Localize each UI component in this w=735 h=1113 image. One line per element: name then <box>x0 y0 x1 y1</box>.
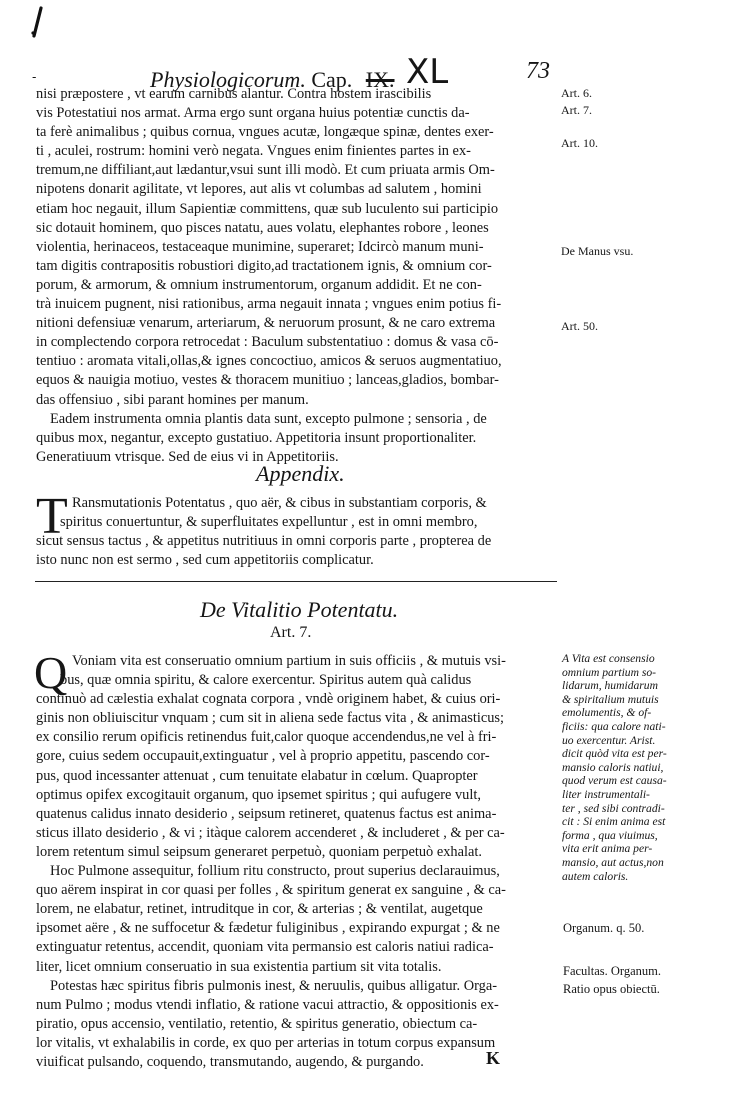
vitalitio-drop-cap: Q <box>34 647 68 698</box>
gloss-line: mansio caloris natiui, <box>562 760 664 774</box>
appendix-drop-cap: T <box>36 488 68 545</box>
gloss-line: dicit quòd vita est per- <box>562 747 667 761</box>
text-line: Voniam vita est conseruatio omnium partium in suis officiis , & mutuis vsi- <box>72 653 506 669</box>
text-line: ta ferè animalibus ; quibus cornua, vngues acutæ, longæque spinæ, dentes exer- <box>36 124 494 141</box>
text-line: ginis non obliuiscitur vnquam ; cum sit in aliena sede factus vita , & animasticus; <box>36 710 505 727</box>
text-line: num Pulmo ; modus vtendi inflatio, & ratione vacui attractio, & oppositionis ex- <box>36 996 499 1013</box>
text-line: lor vitalis, vt exhalabilis in corde, ex quo per arterias in totum corpus expansum <box>36 1034 496 1051</box>
side-gloss <box>562 652 732 883</box>
running-title: Physiologicorum. <box>150 67 306 92</box>
vitalitio-text <box>34 647 556 1072</box>
text-line: das offensiuo , sibi parant homines per manum. <box>36 391 309 408</box>
text-line: viuificat pulsando, coquendo, transmutando, augendo, & purgando. <box>36 1053 424 1070</box>
text-line: Ransmutationis Potentatus , quo aër, & cibus in substantiam corporis, & <box>72 495 487 511</box>
ink-mark-icon <box>30 6 44 38</box>
text-line: vis Potestatiui nos armat. Arma ergo sunt organa huius potentiæ cunctis da- <box>36 105 470 122</box>
vitalitio-heading: De Vitalitio Potentatu. <box>200 597 399 622</box>
signature-mark: K <box>486 1048 501 1068</box>
header-dash: - <box>32 70 37 85</box>
text-line: Generatiuum vtrisque. Sed de eius vi in Appetitoriis. <box>36 448 339 465</box>
text-line: porum, & armorum, & omnium instrumentorum, organum addidit. Et ne con- <box>36 276 482 293</box>
page-number: 73 <box>526 58 550 84</box>
text-line: ex consilio rerum opificis retinendus fuit,calor quoque accendendus,ne vel à fri- <box>36 729 497 746</box>
handwritten-chapter-number: XL <box>406 52 449 92</box>
organum-reference: Organum. q. 50. <box>563 921 645 935</box>
section-rule <box>35 581 557 582</box>
margin-note: De Manus vsu. <box>561 244 634 258</box>
gloss-line: ter , sed sibi contradi- <box>562 801 665 815</box>
text-line: trà inuicem pugnent, nisi rationibus, arma negauit innata ; vngues enim potius fi- <box>36 296 502 313</box>
text-line: Potestas hæc spiritus fibris pulmonis inest, & neruulis, quibus alligatur. Orga- <box>50 977 498 994</box>
margin-note: Art. 7. <box>561 103 592 117</box>
text-line: optimus opifex excogitauit organum, quo ipsemet spiritus ; qui aufugere vult, <box>36 786 481 803</box>
text-line: sic dotauit hominem, quo pisces natatu, aues volatu, elephantes robore , leones <box>36 219 489 236</box>
text-line: quo aërem inspirat in cor quasi per folles , & spiritum generat ex sanguine , & ca- <box>36 882 506 899</box>
gloss-line: ficiis: qua calore nati- <box>562 719 666 733</box>
article-label: Art. 7. <box>270 624 312 641</box>
text-line: nipotens donarit agilitate, vt lepores, aut alis vt columbas ad salutem , homini <box>36 181 482 198</box>
text-line: Hoc Pulmone assequitur, follium ritu constructo, prout superius declarauimus, <box>50 863 500 880</box>
text-line: extinguatur retentus, accendit, quoniam vita permansio est caloris natiui radica- <box>36 939 494 956</box>
text-line: equos & nauigia motiuo, vestes & thoracem munitiuo ; lanceas,gladios, bombar- <box>36 372 499 389</box>
gloss-line: mansio, aut actus,non <box>562 855 664 869</box>
section1-text <box>36 85 556 467</box>
gloss-line: autem caloris. <box>562 869 629 883</box>
margin-note: Art. 6. <box>561 86 592 100</box>
text-line: nisi præpostere , vt earum carnibus alantur. Contra hostem irascibilis <box>36 86 432 102</box>
text-line: liter, licet omnium conseruatio in sua existentia partium sit vita totalis. <box>36 958 442 975</box>
text-line: quatenus calidus innato desiderio , seipsum retineret, quatenus factus est anima- <box>36 805 497 822</box>
text-line: piratio, opus accensio, ventilatio, retentio, & spiritus generatio, obiectum ca- <box>36 1015 478 1032</box>
text-line: continuò ad cælestia exhalat cognata corpora , vndè originem habet, & cuius ori- <box>36 691 501 708</box>
text-line: pus, quod incessanter attenuat , cum tenuitate elabatur in cœlum. Quapropter <box>36 767 478 784</box>
gloss-line: emolumentis, & of- <box>562 706 652 720</box>
text-line: tentiuo : aromata vitali,ollas,& ignes concoctiuo, amicos & seruos augmentatiuo, <box>36 353 502 370</box>
gloss-line: vita erit anima per- <box>562 842 653 856</box>
text-line: tremum,ne diffiliant,aut lædantur,vsui sunt illi modò. Et cum priuata armis Om- <box>36 162 495 179</box>
text-line: etiam hoc negauit, illum Sapientiæ committens, quæ sub luculento sui participio <box>36 200 499 217</box>
text-line: ipsomet aëre , & ne suffocetur & fædetur fuliginibus , expirando expurgat ; & ne <box>36 920 500 937</box>
text-line: ti , aculei, rostrum: homini verò negata. Vngues enim finientes partes in ex- <box>36 143 471 160</box>
gloss-line: A Vita est consensio <box>562 652 655 665</box>
text-line: spiritus conuertuntur, & superfluitates expelluntur , est in omni membro, <box>60 514 478 531</box>
appendix-text <box>36 494 556 570</box>
chapter-label: Cap. <box>311 67 353 92</box>
text-line: sticus illato desiderio , & vi ; itàque calorem accenderet , & includeret , & per ca- <box>36 824 505 841</box>
gloss-line: uo exercentur. Arist. <box>562 733 656 747</box>
margin-note: Art. 50. <box>561 319 598 333</box>
text-line: bus, quæ omnia spiritu, & calore exercentur. Spiritus autem quà calidus <box>60 672 472 689</box>
text-line: Eadem instrumenta omnia plantis data sunt, excepto pulmone ; sensoria , de <box>50 410 487 427</box>
text-line: violentia, herinaceos, testaceaque munimine, superaret; Idcircò manum muni- <box>36 238 484 255</box>
text-line: in complectendo corpora retrocedat : Baculum substentatiuo : domus & vasa cō- <box>36 334 499 351</box>
gloss-line: omnium partium so- <box>562 665 657 679</box>
text-line: sicut sensus tactus , & appetitus nutritiuus in omni corporis parte , propterea de <box>36 533 492 550</box>
text-line: nitioni defensiuæ venarum, arteriarum, & neruorum prosunt, & ne caro extrema <box>36 315 496 332</box>
text-line: gore, cuius sedem occupauit,extinguatur , vel à proprio appetitu, pascendo cor- <box>36 748 490 765</box>
margin-note: Art. 10. <box>561 136 598 150</box>
text-line: isto nunc non est sermo , sed cum appetitoriis complicatur. <box>36 552 374 569</box>
gloss-line: cit : Si enim anima est <box>562 815 666 829</box>
gloss-line: lidarum, humidarum <box>562 679 658 693</box>
text-line: quibus mox, negantur, excepto gustatiuo. Appetitoria insunt proportionaliter. <box>36 429 477 446</box>
struck-chapter-number: IX. <box>365 67 395 92</box>
text-line: lorem retentum simul seipsum generaret perpetuò, quoniam perpetuò exhalat. <box>36 843 482 860</box>
text-line: tam digitis contrapositis robustiori digito,ad tractationem ignis, & omnium cor- <box>36 257 492 274</box>
appendix-heading: Appendix. <box>256 461 345 486</box>
text-line: lorem, ne elabatur, retinet, intruditque in cor, & arterias ; & ventilat, augetque <box>36 901 483 918</box>
gloss-line: forma , qua viuimus, <box>562 828 658 842</box>
gloss-line: quod verum est causa- <box>562 774 667 788</box>
ratio-label: Ratio opus obiectū. <box>563 982 660 996</box>
facultas-label: Facultas. Organum. <box>563 964 662 978</box>
gloss-line: & spiritalium mutuis <box>562 692 659 706</box>
gloss-line: liter instrumentali- <box>562 787 650 801</box>
